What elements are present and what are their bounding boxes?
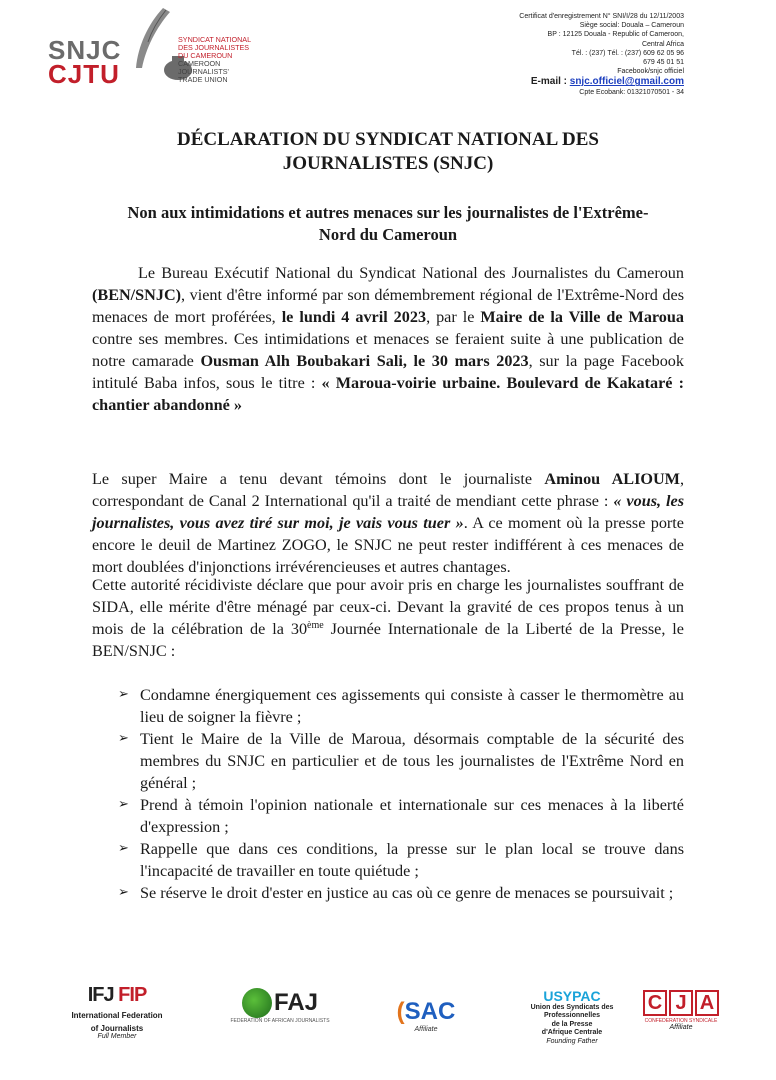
usypac-name: de la Presse [551, 1020, 593, 1028]
paragraph-1: Le Bureau Exécutif National du Syndicat National des Journalistes du Cameroun (BEN/SNJC), vient d'être informé par son démembrement régional de l'Extrême-Nord des menaces de mort proférées, le lundi 4 avril 2023, par le Maire de la Ville de Maroua contre ses membres. Ces intimidations et menaces se feraient suite à une publication de notre camarade Ousman Alh Boubakari Sali, le 30 mars 2023, sur la page Facebook intitulé Baba infos, sous le titre : « Maroua-voirie urbaine. Boulevard de Kakataré : chantier abandonné » [92, 264, 685, 414]
cja-mark: C J A [640, 990, 722, 1016]
ifj-status: Full Member [97, 1033, 137, 1040]
faj-mark: FAJ [273, 989, 318, 1016]
list-item: ➢ Se réserve le droit d'ester en justice au cas où ce genre de menaces se poursuivait ; [118, 884, 674, 902]
usypac-mark: USYPAC [543, 988, 601, 1004]
logo-fr-line: SYNDICAT NATIONAL [178, 35, 252, 44]
globe-icon [242, 988, 272, 1018]
email-label: E-mail : [530, 76, 567, 88]
usypac-name: d'Afrique Centrale [541, 1029, 603, 1037]
logo-letters [48, 35, 122, 89]
logo-letters-top: SNJC [48, 35, 122, 65]
logo-letters-bottom: CJTU [48, 59, 120, 89]
logo-en-line: JOURNALISTS' [178, 67, 229, 76]
list-item: ➢ Condamne énergiquement ces agissements qui consiste à casser le thermomètre au lieu de soigner la fièvre ; [118, 686, 684, 726]
title-line: DÉCLARATION DU SYNDICAT NATIONAL DES [177, 129, 599, 150]
contact-line: Siège social: Douala – Cameroun [579, 22, 684, 30]
affiliation-logos [0, 978, 776, 1078]
list-item: ➢ Rappelle que dans ces conditions, la presse sur le plan local se trouve dans l'incapacité de travailler en toute quiétude ; [118, 840, 684, 880]
subtitle-line: Non aux intimidations et autres menaces sur les journalistes de l'Extrême- [127, 203, 649, 222]
contact-block [384, 12, 684, 98]
usypac-name: Professionnelles [543, 1012, 601, 1020]
title-line: JOURNALISTES (SNJC) [282, 153, 494, 174]
contact-line: 679 45 01 51 [643, 59, 684, 67]
resolutions-list [118, 684, 684, 904]
usypac-status: Founding Father [546, 1037, 598, 1045]
contact-line: Tél. : (237) Tél. : (237) 609 62 05 96 [571, 49, 684, 57]
ifj-logo [62, 984, 172, 1040]
paragraph-3: Cette autorité récidiviste déclare que pour avoir pris en charge les journalistes souffrant de SIDA, elle mérite d'être ménagé par ceux-ci. Devant la gravité de ces propos tenus à un mois de la célébration de la 30ème Journée Internationale de la Liberté de la Presse, le BEN/SNJC : [92, 576, 684, 660]
usac-mark: (SAC [396, 998, 456, 1025]
logo-org-name [178, 36, 251, 84]
cja-tag: CONFEDERATION SYNDICALE [644, 1018, 718, 1024]
subtitle-line: Nord du Cameroun [318, 225, 458, 244]
contact-line: Certificat d'enregistrement N° SNI/I/28 du 12/11/2003 [519, 13, 684, 20]
email-link[interactable]: snjc.officiel@gmail.com [569, 76, 684, 88]
paragraph-2: Le super Maire a tenu devant témoins dont le journaliste Aminou ALIOUM, correspondant de Canal 2 International qu'il a traité de mendiant cette phrase : « vous, les journalistes, vous avez tiré sur moi, je vais vous tuer ». A ce moment où la presse porte encore le deuil de Martinez ZOGO, le SNJC ne peut rester indifférent à ces menaces de mort doublées d'injonctions irrévérencieuses et autres chantages. [92, 470, 685, 576]
faj-logo [230, 988, 330, 1024]
arrowhead-icon: ➢ [118, 841, 129, 856]
faj-tag: FEDERATION OF AFRICAN JOURNALISTS [230, 1018, 330, 1024]
usypac-name: Union des Syndicats des [530, 1004, 614, 1011]
cja-status: Affiliate [669, 1024, 693, 1031]
logo-en-line: TRADE UNION [178, 75, 228, 84]
usac-status: Affiliate [414, 1026, 438, 1033]
logo-fr-line: DES JOURNALISTES [178, 43, 250, 52]
ifj-name: of Journalists [90, 1024, 144, 1033]
document-title [0, 128, 776, 176]
email-line [384, 76, 684, 88]
ifj-name: International Federation [71, 1011, 163, 1020]
document-subtitle [60, 202, 716, 246]
logo-fr-line: DU CAMEROUN [178, 51, 233, 60]
cja-logo [640, 990, 722, 1031]
list-item: ➢ Prend à témoin l'opinion nationale et internationale sur ces menaces à la liberté d'expression ; [118, 796, 684, 836]
arrowhead-icon: ➢ [118, 731, 129, 746]
arrowhead-icon: ➢ [118, 885, 129, 900]
snjc-logo [48, 6, 288, 92]
usac-logo [378, 998, 474, 1033]
contact-line: Facebook/snjc officiel [617, 68, 684, 76]
list-item: ➢ Tient le Maire de la Ville de Maroua, désormais comptable de la sécurité des membres du SNJC en particulier et de tous les journalistes de l'Extrême Nord en général ; [118, 730, 684, 792]
contact-line: Central Africa [641, 40, 684, 48]
logo-en-line: CAMEROON [178, 59, 221, 68]
contact-line: BP : 12125 Douala - Republic of Cameroon, [547, 31, 684, 39]
ifj-mark: IFJ FIP [87, 984, 147, 1006]
bank-account: Cpte Ecobank: 01321070501 - 34 [579, 89, 684, 97]
usypac-logo [522, 988, 622, 1045]
arrowhead-icon: ➢ [118, 687, 129, 702]
arrowhead-icon: ➢ [118, 797, 129, 812]
